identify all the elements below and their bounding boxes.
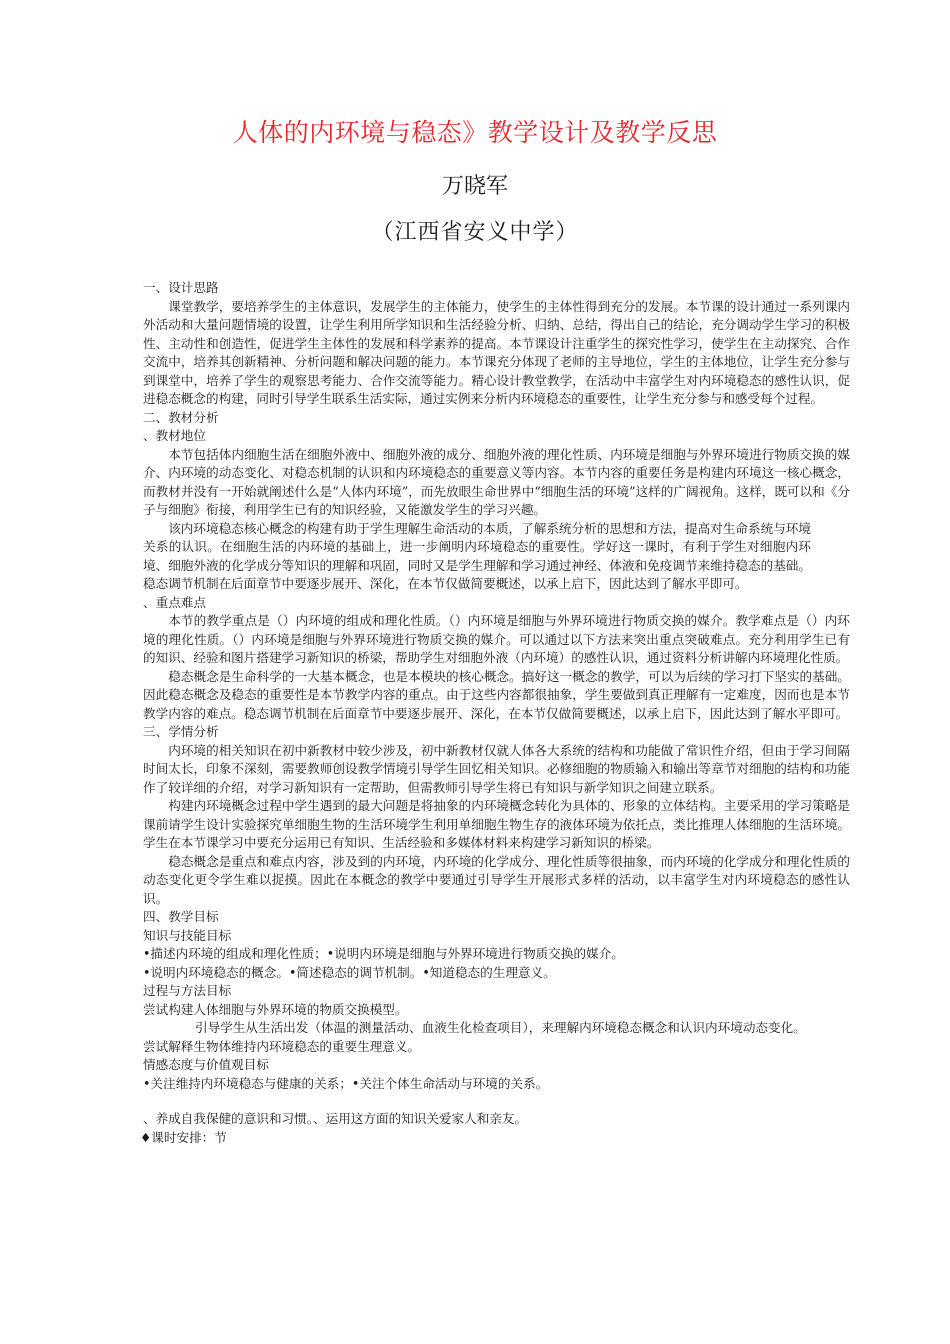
author-name: 万晓军 [441,174,508,199]
goals-emotion-item-1: •关注维持内环境稳态与健康的关系；•关注个体生命活动与环境的关系。 [143,1075,549,1091]
document-title: 人体的内环境与稳态》教学设计及教学反思 [232,118,718,147]
material-status-paragraph-2: 该内环境稳态核心概念的构建有助于学生理解生命活动的本质，了解系统分析的思想和方法，提高对生命系统与环境关系的认识。在细胞生活的内环境的基础上，进一步阐明内环境稳态的重要性。学好这一课时，有利于学生对细胞内环境、细胞外液的化学成分等知识的理解和巩固，同时又是学生理解和学习通过神经、体液和免疫调节来维持稳态的基础。稳态调节机制在后面章节中要逐步展开、深化，在本节仅做简要概述，以承上启下，因此达到了解水平即可。 [143,520,811,591]
spacer [143,1093,850,1110]
schedule-line: ♦课时安排：节 [140,1129,227,1145]
goals-knowledge-item-2: •说明内环境稳态的概念。•简述稳态的调节机制。•知道稳态的生理意义。 [143,964,556,980]
subheading-key-points: 、重点难点 [143,594,206,610]
learner-paragraph-2: 构建内环境概念过程中学生遇到的最大问题是将抽象的内环境概念转化为具体的、形象的立体结构。主要采用的学习策略是课前请学生设计实验探究单细胞生物的生活环境学生利用单细胞生物生存的液体环境为依托点，类比推理人体细胞的生活环境。学生在本节课学习中要充分运用已有知识、生活经验和多媒体材料来构建学习新知识的桥梁。 [143,798,850,850]
goals-process-heading: 过程与方法目标 [143,983,232,998]
goals-knowledge-heading: 知识与技能目标 [143,927,232,943]
document-body [140,279,850,1147]
goals-knowledge-item-1: •描述内环境的组成和理化性质；•说明内环境是细胞与外界环境进行物质交换的媒介。 [143,946,624,961]
goals-process-item-1: 尝试构建人体细胞与外界环境的物质交换模型。 [143,1001,408,1017]
section-heading-design: 一、设计思路 [143,280,219,295]
section-heading-learner: 三、学情分析 [143,724,219,739]
design-paragraph: 课堂教学，要培养学生的主体意识，发展学生的主体能力，使学生的主体性得到充分的发展。本节课的设计通过一系列课内外活动和大量问题情境的设置，让学生利用所学知识和生活经验分析、归纳、总结，得出自己的结论，充分调动学生学习的积极性、主动性和创造性，促进学生主体性的发展和科学素养的提高。本节课设计注重学生的探究性学习，使学生在主动探究、合作交流中，培养其创新精神、分析问题和解决问题的能力。本节课充分体现了老师的主导地位，学生的主体地位，让学生充分参与到课堂中，培养了学生的观察思考能力、合作交流等能力。精心设计教堂教学，在活动中丰富学生对内环境稳态的感性认识，促进稳态概念的构建，同时引导学生联系生活实际，通过实例来分析内环境稳态的重要性，让学生充分参与和感受每个过程。 [143,298,850,406]
key-points-paragraph-1: 本节的教学重点是（）内环境的组成和理化性质。（）内环境是细胞与外界环境进行物质交换的媒介。教学难点是（）内环境的理化性质。（）内环境是细胞与外界环境进行物质交换的媒介。可以通过以下方法来突出重点突破难点。充分利用学生已有的知识、经验和图片搭建学习新知识的桥梁，帮助学生对细胞外液（内环境）的感性认识，通过资料分析讲解内环境理化性质。 [143,613,850,665]
learner-paragraph-3: 稳态概念是重点和难点内容，涉及到的内环境，内环境的化学成分、理化性质等很抽象，而内环境的化学成分和理化性质的动态变化更令学生难以捉摸。因此在本概念的教学中要通过引导学生开展形式多样的活动，以丰富学生对内环境稳态的感性认识。 [143,853,850,906]
goals-process-item-2: 引导学生从生活出发（体温的测量活动、血液生化检查项目），来理解内环境稳态概念和认识内环境动态变化。 [195,1020,806,1035]
goals-emotion-item-2: 、养成自我保健的意识和习惯。、运用这方面的知识关爱家人和亲友。 [143,1111,528,1126]
section-heading-goals: 四、教学目标 [143,909,219,924]
section-heading-material: 二、教材分析 [143,409,219,425]
learner-paragraph-1: 内环境的相关知识在初中新教材中较少涉及，初中新教材仅就人体各大系统的结构和功能做了常识性介绍，但由于学习间隔时间太长，印象不深刻，需要教师创设教学情境引导学生回忆相关知识。必修细胞的物质输入和输出等章节对细胞的结构和功能作了较详细的介绍，对学习新知识有一定帮助，但需教师引导学生将已有知识与新学知识之间建立联系。 [143,742,850,795]
author-affiliation: （江西省安义中学） [371,220,579,245]
goals-process-item-3: 尝试解释生物体维持内环境稳态的重要生理意义。 [143,1038,421,1054]
goals-emotion-heading: 情感态度与价值观目标 [143,1057,269,1072]
key-points-paragraph-2: 稳态概念是生命科学的一大基本概念，也是本模块的核心概念。搞好这一概念的教学，可以为后续的学习打下坚实的基础。因此稳态概念及稳态的重要性是本节教学内容的重点。由于这些内容都很抽象，学生要做到真正理解有一定难度，因而也是本节教学内容的难点。稳态调节机制在后面章节中要逐步展开、深化，在本节仅做简要概述，以承上启下，因此达到了解水平即可。 [143,668,850,721]
subheading-material-status: 、教材地位 [143,428,206,443]
material-status-paragraph-1: 本节包括体内细胞生活在细胞外液中、细胞外液的成分、细胞外液的理化性质、内环境是细胞与外界环境进行物质交换的媒介、内环境的动态变化、对稳态机制的认识和内环境稳态的重要意义等内容。本节内容的重要任务是构建内环境这一核心概念，而教材并没有一开始就阐述什么是“人体内环境”，而先放眼生命世界中“细胞生活的环境”这样的广阔视角。这样，既可以和《分子与细胞》衔接，利用学生已有的知识经验，又能激发学生的学习兴趣。 [143,446,850,517]
